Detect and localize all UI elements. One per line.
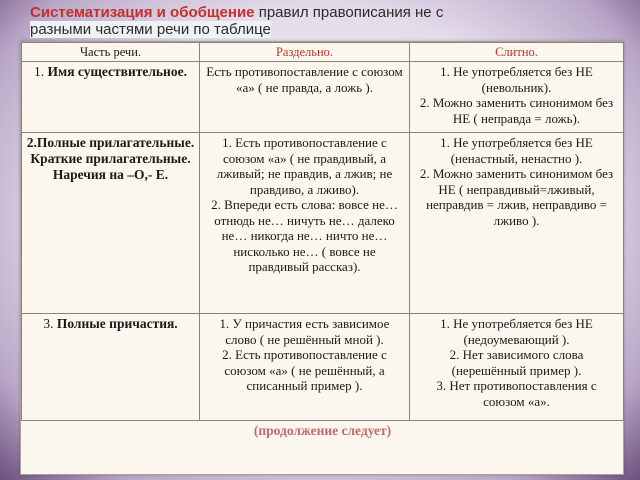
header-separate: Раздельно. [200, 43, 410, 62]
rule-item: 2. Есть противопоставление с союзом «а» ( не решённый, а списанный пример ). [222, 347, 387, 393]
title-line2: разными частями речи по таблице [30, 21, 271, 38]
together-cell [410, 133, 624, 314]
header-together: Слитно. [410, 43, 624, 62]
rule-item: 1. Не употребляется без НЕ (невольник). [440, 64, 593, 95]
together-cell [410, 314, 624, 421]
rules-table-container [20, 41, 624, 475]
separate-cell [200, 133, 410, 314]
part-number: 2. [26, 135, 37, 150]
rule-item: 1. Не употребляется без НЕ (ненастный, ненастно ). [440, 135, 593, 166]
part-label: Полные прилагательные. Краткие прилагательные. Наречия на –О,- Е. [30, 135, 195, 182]
table-row [22, 314, 624, 421]
rule-item: 2. Впереди есть слова: вовсе не… отнюдь не… ничуть не… далеко не… никогда не… ничто не… нисколько не… ( вовсе не правдивый рассказ). [211, 197, 398, 274]
table-row [22, 133, 624, 314]
rule-item: 2. Нет зависимого слова (нерешённый пример ). [449, 347, 584, 378]
header-part-of-speech: Часть речи. [22, 43, 200, 62]
part-label: Имя существительное. [47, 64, 187, 79]
rule-item: 1. У причастия есть зависимое слово ( не решённый мной ). [219, 316, 390, 347]
separate-cell [200, 314, 410, 421]
table-header-row [22, 43, 624, 62]
continuation-row [22, 421, 624, 456]
rule-item: 1. Не употребляется без НЕ (недоумевающий ). [440, 316, 593, 347]
continuation-cell [22, 421, 624, 456]
together-cell [410, 62, 624, 133]
rule-item: 1. Есть противопоставление с союзом «а» ( не правдивый, а лживый; не правдив, а лжив; не правдиво, а лживо). [216, 135, 393, 197]
table-row [22, 62, 624, 133]
part-number: 3. [43, 316, 54, 331]
slide-title [30, 4, 620, 38]
rule-item: 3. Нет противопоставления с союзом «а». [436, 378, 597, 409]
separate-cell [200, 62, 410, 133]
part-of-speech-cell [22, 62, 200, 133]
continuation-text: (продолжение следует) [253, 423, 392, 438]
part-number: 1. [34, 64, 45, 79]
rules-table [21, 42, 624, 455]
title-accent: Систематизация и обобщение [30, 4, 255, 21]
rule-item: 2. Можно заменить синонимом без НЕ ( неправдивый=лживый, неправдив = лжив, неправдиво = лживо ). [419, 166, 614, 228]
title-rest: правил правописания не с [254, 4, 444, 21]
rule-item: Есть противопоставление с союзом «а» ( не правда, а ложь ). [206, 64, 403, 95]
part-of-speech-cell [22, 314, 200, 421]
part-label: Полные причастия. [56, 316, 178, 331]
part-of-speech-cell [22, 133, 200, 314]
rule-item: 2. Можно заменить синонимом без НЕ ( неправда = ложь). [419, 95, 614, 126]
